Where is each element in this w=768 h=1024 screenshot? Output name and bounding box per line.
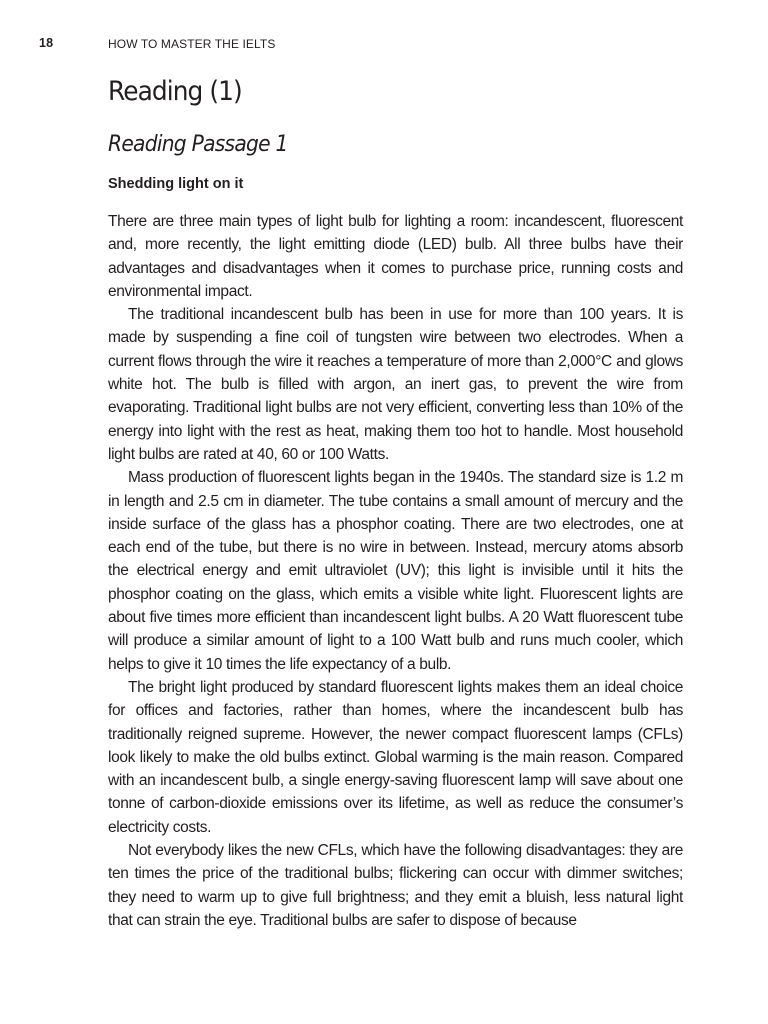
section-title: Reading (1)	[108, 76, 242, 107]
running-title: HOW TO MASTER THE IELTS	[108, 37, 276, 51]
paragraph-1: There are three main types of light bulb for lighting a room: incandescent, fluorescent and, more recently, the light emitting diode (LED) bulb. All three bulbs have their advantages and disadvantages when it comes to purchase price, running costs and environmental impact.	[108, 213, 683, 300]
article-title: Shedding light on it	[108, 176, 244, 192]
article-body	[108, 210, 683, 932]
paragraph-3: Mass production of fluorescent lights began in the 1940s. The standard size is 1.2 m in length and 2.5 cm in diameter. The tube contains a small amount of mercury and the inside surface of the glass has a phosphor coating. There are two electrodes, one at each end of the tube, but there is no wire in between. Instead, mercury atoms absorb the electrical energy and emit ultraviolet (UV); this light is invisible until it hits the phosphor coating on the glass, which emits a visible white light. Fluorescent lights are about five times more efficient than incandescent light bulbs. A 20 Watt fluorescent tube will produce a similar amount of light to a 100 Watt bulb and runs much cooler, which helps to give it 10 times the life expectancy of a bulb.	[108, 469, 683, 673]
paragraph-4: The bright light produced by standard fluorescent lights makes them an ideal choice for offices and factories, rather than homes, where the incandescent bulb has traditionally reigned supreme. However, the newer compact fluorescent lamps (CFLs) look likely to make the old bulbs extinct. Global warming is the main reason. Compared with an incandescent bulb, a single energy-saving fluorescent lamp will save about one tonne of carbon-dioxide emissions over its lifetime, as well as reduce the consumer’s electricity costs.	[108, 678, 683, 836]
paragraph-5: Not everybody likes the new CFLs, which have the following disadvantages: they are ten times the price of the traditional bulbs; flickering can occur with dimmer switches; they need to warm up to give full brightness; and they emit a bluish, less natural light that can strain the eye. Traditional bulbs are safer to dispose of because	[108, 842, 683, 929]
page-number: 18	[39, 36, 54, 50]
paragraph-2: The traditional incandescent bulb has been in use for more than 100 years. It is made by suspending a fine coil of tungsten wire between two electrodes. When a current flows through the wire it reaches a temperature of more than 2,000°C and glows white hot. The bulb is filled with argon, an inert gas, to prevent the wire from evaporating. Traditional light bulbs are not very efficient, converting less than 10% of the energy into light with the rest as heat, making them too hot to handle. Most household light bulbs are rated at 40, 60 or 100 Watts.	[108, 306, 683, 463]
page-content	[108, 70, 683, 932]
passage-title: Reading Passage 1	[108, 132, 288, 157]
running-head	[0, 36, 768, 54]
